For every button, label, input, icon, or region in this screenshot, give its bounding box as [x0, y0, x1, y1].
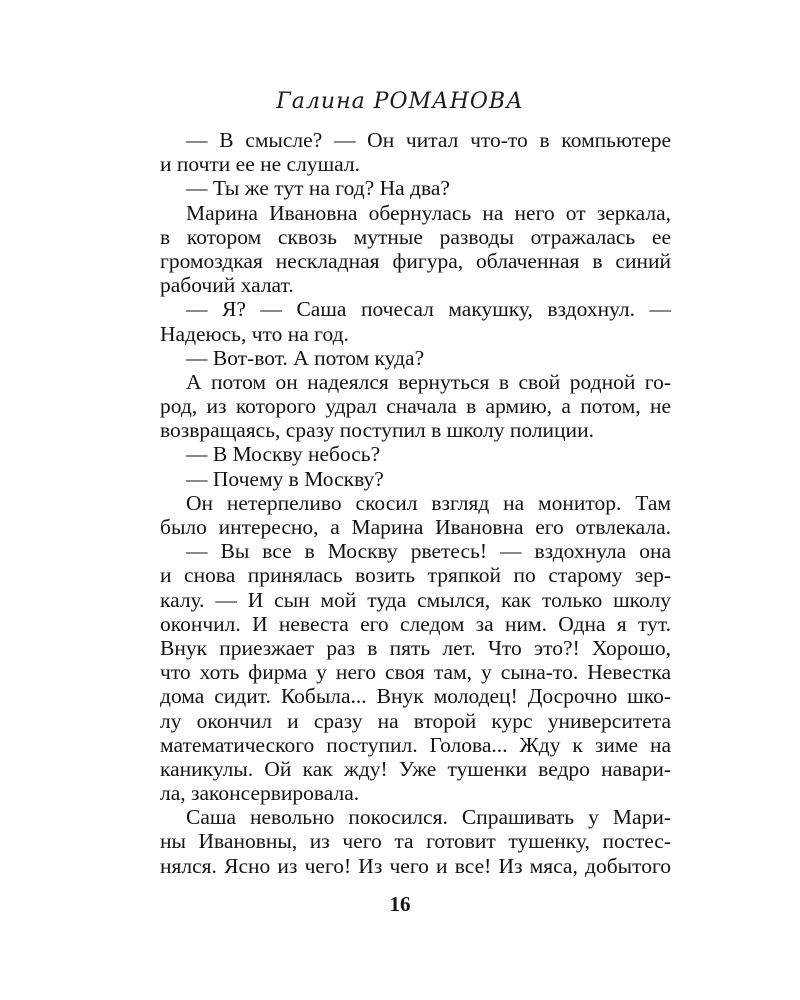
- text-line: математического поступил. Голова... Жду к зиме на: [160, 732, 671, 757]
- running-header: Галина РОМАНОВА: [276, 89, 524, 114]
- text-line: что хоть фирма у него своя там, у сына-то. Невестка: [160, 660, 671, 685]
- text-line: дома сидит. Кобыла... Внук молодец! Досрочно шко-: [160, 684, 671, 709]
- text-body: [160, 128, 671, 878]
- text-line: калу. — И сын мой туда смылся, как только школу: [160, 587, 671, 612]
- text-line: нялся. Ясно из чего! Из чего и все! Из мяса, добытого: [160, 853, 671, 878]
- text-line: возвращаясь, сразу поступил в школу полиции.: [160, 418, 594, 443]
- text-line: было интересно, а Марина Ивановна его отвлекала.: [160, 515, 671, 539]
- text-line: рабочий халат.: [160, 273, 294, 298]
- text-line: лу окончил и сразу на второй курс университета: [160, 708, 671, 733]
- text-line: ла, законсервировала.: [160, 781, 360, 806]
- text-line: — Почему в Москву?: [186, 466, 384, 491]
- text-line: — В Москву небось?: [186, 442, 381, 467]
- text-line: в котором сквозь мутные разводы отражалась ее: [160, 224, 671, 249]
- text-line: — Я? — Саша почесал макушку, вздохнул. —: [186, 297, 671, 322]
- text-line: — Вот-вот. А потом куда?: [186, 345, 425, 370]
- text-line: громоздкая нескладная фигура, облаченная в синий: [160, 248, 671, 273]
- text-line: А потом он надеялся вернуться в свой родной го-: [186, 369, 671, 394]
- text-line: — Ты же тут на год? На два?: [186, 176, 450, 201]
- text-line: ны Ивановны, из чего та готовит тушенку, постес-: [160, 829, 671, 854]
- text-line: Он нетерпеливо скосил взгляд на монитор. Там: [186, 490, 671, 515]
- text-line: Надеюсь, что на год.: [160, 321, 349, 346]
- text-line: род, из которого удрал сначала в армию, а потом, не: [160, 394, 671, 419]
- text-line: окончил. И невеста его следом за ним. Одна я тут.: [160, 611, 671, 636]
- text-line: Саша невольно покосился. Спрашивать у Мари-: [186, 805, 671, 830]
- text-line: и снова принялась возить тряпкой по старому зер-: [160, 563, 671, 588]
- page-number: 16: [389, 892, 411, 916]
- text-line: Марина Ивановна обернулась на него от зеркала,: [186, 200, 671, 225]
- text-line: и почти ее не слушал.: [160, 152, 360, 177]
- text-line: — В смысле? — Он читал что-то в компьютере: [186, 128, 671, 152]
- text-line: — Вы все в Москву рветесь! — вздохнула она: [186, 539, 671, 564]
- text-line: каникулы. Ой как жду! Уже тушенки ведро навари-: [160, 756, 671, 781]
- text-line: Внук приезжает раз в пять лет. Что это?! Хорошо,: [160, 635, 671, 660]
